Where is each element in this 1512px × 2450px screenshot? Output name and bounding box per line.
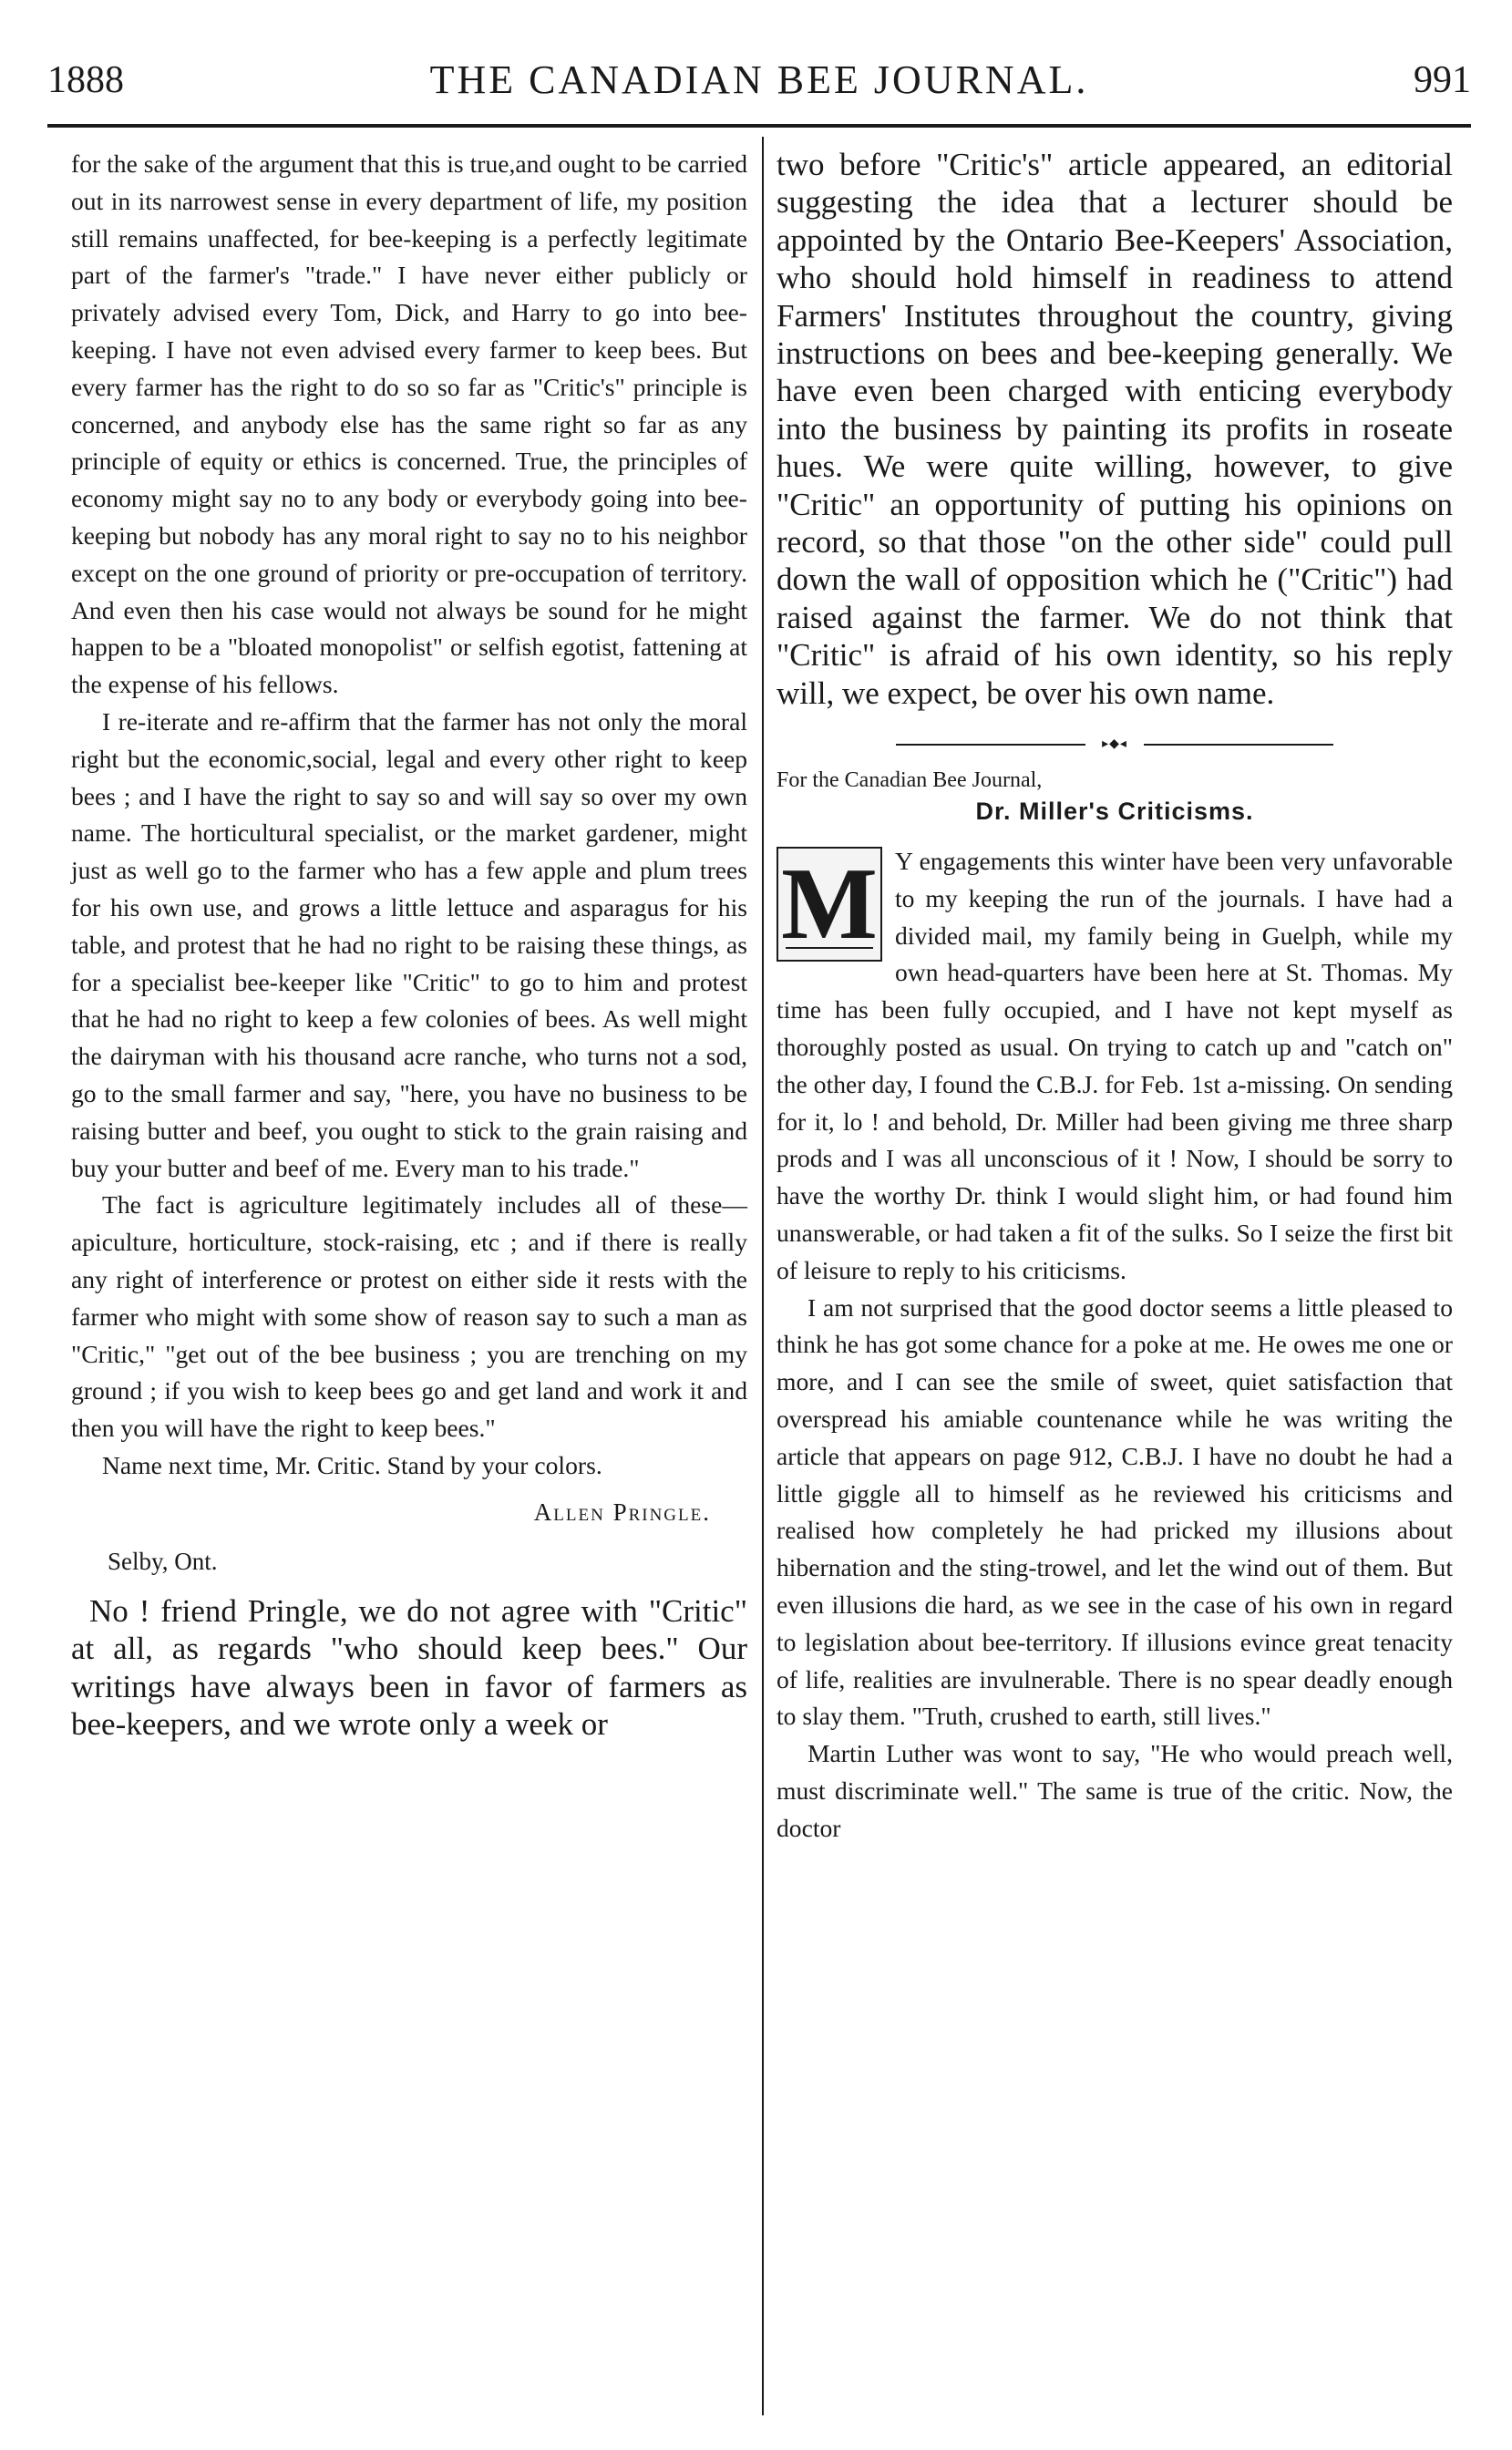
paragraph-agriculture: The fact is agriculture legitimately includes all of these—apiculture, horticulture, stock-raising, etc ; and if there is really any right of interference or protest on either side it rests with the farmer who might with some show of reason say to such a man as "Critic," "get out of the bee business ; you are trenching on my ground ; if you wish to keep bees go and get land and work it and then you will have the right to keep bees." — [71, 1190, 747, 1443]
editorial-note-start: No ! friend Pringle, we do not agree with "Critic" at all, as regards "who should keep bees." Our writings have always been in favor of farmers as bee-keepers, and we wrote only a week or — [71, 1592, 747, 1742]
editorial-note-end: two before "Critic's" article appeared, an editorial suggesting the idea that a lecturer should be appointed by the Ontario Bee-Keepers' Association, who should hold himself in readiness to attend Farmers' Institutes throughout the country, giving instructions on bees and bee-keeping generally. We have even been charged with enticing everybody into the business by painting its profits in roseate hues. We were quite willing, however, to give "Critic" an opportunity of putting his opinions on record, so that those "on the other side" could pull down the wall of opposition which he ("Critic") had raised against the farmer. We do not think that "Critic" is afraid of his own identity, so his reply will, we expect, be over his own name. — [777, 147, 1453, 711]
section-divider — [896, 736, 1333, 754]
drop-cap-letter: M — [781, 848, 878, 962]
header-rule — [47, 124, 1471, 128]
article-paragraph-3: Martin Luther was wont to say, "He who would preach well, must discriminate well." The same is true of the critic. Now, the doctor — [777, 1739, 1453, 1842]
article-title: Dr. Miller's Criticisms. — [975, 798, 1254, 826]
page-number: 991 — [1414, 59, 1471, 101]
article-source: For the Canadian Bee Journal, — [777, 768, 1043, 793]
paragraph-reiterate: I re-iterate and re-affirm that the farmer has not only the moral right but the economic,social, legal and every other right to keep bees ; and I have the right to say so and will say so over my own name. The horticultural specialist, or the market gardener, might just as well go to the farmer who has a few apple and plum trees for his own use, and grows a little lettuce and asparagus for his table, and protest that he had no right to be raising these things, as for a specialist bee-keeper like "Critic" to go to him and protest that he had no right to keep a few colonies of bees. As well might the dairyman with his thousand acre ranche, who turns not a sod, go to the small farmer and say, "here, you have no business to be raising butter and beef, you ought to stick to the grain raising and buy your butter and beef of me. Every man to his trade." — [71, 706, 747, 1182]
article-paragraph-1: Y engagements this winter have been very unfavorable to my keeping the run of the journals. I have had a divided mail, my family being in Guelph, while my own head-quarters have been here at St. Thomas. My time has been fully occupied, and I have not kept myself as thoroughly posted as usual. On trying to catch up and "catch on" the other day, I found the C.B.J. for Feb. 1st a-missing. On sending for it, lo ! and behold, Dr. Miller had been giving me three sharp prods and I was all unconscious of it ! Now, I should be sorry to have the worthy Dr. think I would slight him, or had found him unanswerable, or had taken a fit of the sulks. So I seize the first bit of leisure to reply to his criticisms. — [777, 847, 1453, 1284]
paragraph-continued: for the sake of the argument that this is true,and ought to be carried out in its narrowest sense in every department of life, my position still remains unaffected, for bee-keeping is a perfectly legitimate part of the farmer's "trade." I have never either publicly or privately advised every Tom, Dick, and Harry to go into bee-keeping. I have not even advised every farmer to keep bees. But every farmer has the right to do so so far as "Critic's" principle is concerned, and anybody else has the same right so far as any principle of equity or ethics is concerned. True, the principles of economy might say no to any body or everybody going into bee-keeping but nobody has any moral right to say no to his neighbor except on the one ground of priority or pre-occupation of territory. And even then his case would not always be sound for he might happen to be a "bloated monopolist" or selfish egotist, fattening at the expense of his fellows. — [71, 149, 747, 699]
author-location: Selby, Ont. — [108, 1547, 218, 1575]
left-column — [71, 146, 747, 1743]
running-header — [47, 53, 1471, 108]
header-year: 1888 — [47, 59, 124, 101]
drop-cap — [777, 847, 882, 962]
right-column — [777, 146, 1453, 1848]
journal-title: THE CANADIAN BEE JOURNAL. — [429, 57, 1089, 102]
divider-ornament-icon: ▸◆◂ — [1085, 738, 1144, 751]
drop-cap-flourish-icon — [786, 947, 873, 954]
article-body — [777, 843, 1453, 1848]
author-signature: Allen Pringle. — [533, 1498, 711, 1526]
article-paragraph-2: I am not surprised that the good doctor seems a little pleased to think he has got some chance for a poke at me. He owes me one or more, and I can see the smile of sweet, quiet satisfaction that overspread his amiable countenance while he was writing the article that appears on page 912, C.B.J. I have no doubt he had a little giggle all to himself as he reviewed his criticisms and realised how completely he had pricked my illusions about hibernation and the sting-trowel, and let the wind out of them. But even illusions die hard, as we see in the case of his own in regard to legislation about bee-territory. If illusions evince great tenacity of life, realities are invulnerable. There is no spear deadly enough to slay them. "Truth, crushed to earth, still lives." — [777, 1292, 1453, 1731]
paragraph-closing: Name next time, Mr. Critic. Stand by your colors. — [102, 1450, 602, 1479]
column-divider — [762, 137, 764, 2415]
